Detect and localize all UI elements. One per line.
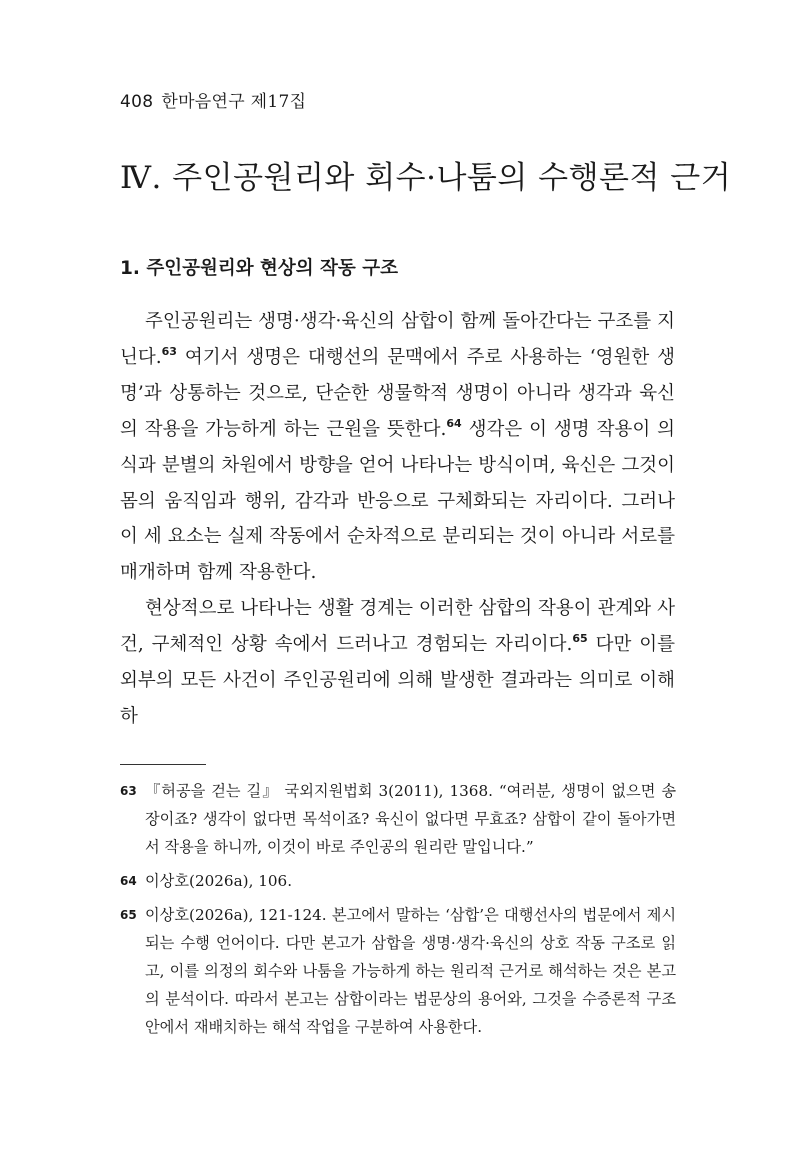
footnote-ref: 63	[161, 344, 177, 358]
footnote	[120, 777, 676, 861]
running-head	[120, 87, 306, 112]
footnote-text: 『허공을 걷는 길』 국외지원법회 3(2011), 1368. “여러분, 생명이 없으면 송장이죠? 생각이 없다면 목석이죠? 육신이 없다면 무효죠? 삼합이 같이 돌아가면서 작용을 하니까, 이것이 바로 주인공의 원리란 말입니다.”	[145, 782, 676, 856]
paragraph-text: 다만 이를 외부의 모든 사건이 주인공원리에 의해 발생한 결과라는 의미로 이해하	[120, 634, 675, 727]
footnote-text: 이상호(2026a), 121-124. 본고에서 말하는 ‘삼합’은 대행선사의 법문에서 제시되는 수행 언어이다. 다만 본고가 삼합을 생명·생각·육신의 상호 작동 구조로 읽고, 이를 의정의 회수와 나툼을 가능하게 하는 원리적 근거로 해석하는 것은 본고의 분석이다. 따라서 본고는 삼합이라는 법문상의 용어와, 그것을 수증론적 구조 안에서 재배치하는 해석 작업을 구분하여 사용한다.	[145, 906, 676, 1036]
footnote-number: 65	[120, 908, 137, 922]
paragraph	[120, 591, 675, 735]
footnotes	[120, 777, 676, 1047]
paragraph-text: 여기서 생명은 대행선의 문맥에서 주로 사용하는 ‘영원한 생명’과 상통하는 것으로, 단순한 생물학적 생명이 아니라 생각과 육신의 작용을 가능하게 하는 근원을 뜻한다.	[120, 346, 675, 440]
section-title: 1. 주인공원리와 현상의 작동 구조	[120, 258, 398, 279]
footnote	[120, 867, 676, 895]
footnote-ref: 64	[446, 416, 462, 430]
page-number: 408	[120, 92, 154, 112]
paragraph-text: 현상적으로 나타나는 생활 경계는 이러한 삼합의 작용이 관계와 사건, 구체적인 상황 속에서 드러나고 경험되는 자리이다.	[120, 598, 675, 656]
paragraph-text: 주인공원리는 생명·생각·육신의 삼합이 함께 돌아간다는 구조를 지닌다.	[120, 311, 675, 368]
footnote-text: 이상호(2026a), 106.	[145, 872, 293, 890]
paragraph-text: 생각은 이 생명 작용이 의식과 분별의 차원에서 방향을 얻어 나타나는 방식이며, 육신은 그것이 몸의 움직임과 행위, 감각과 반응으로 구체화되는 자리이다. 그러나 이 세 요소는 실제 작동에서 순차적으로 분리되는 것이 아니라 서로를 매개하며 함께 작용한다.	[120, 418, 675, 584]
chapter-title: Ⅳ. 주인공원리와 회수·나툼의 수행론적 근거	[120, 160, 732, 196]
footnote-separator	[120, 764, 206, 765]
footnote-number: 64	[120, 874, 137, 888]
footnote-ref: 65	[572, 632, 588, 646]
footnote-number: 63	[120, 784, 137, 798]
footnote	[120, 901, 676, 1041]
body-text	[120, 304, 675, 735]
journal-title: 한마음연구 제17집	[161, 92, 307, 112]
paragraph	[120, 304, 675, 591]
